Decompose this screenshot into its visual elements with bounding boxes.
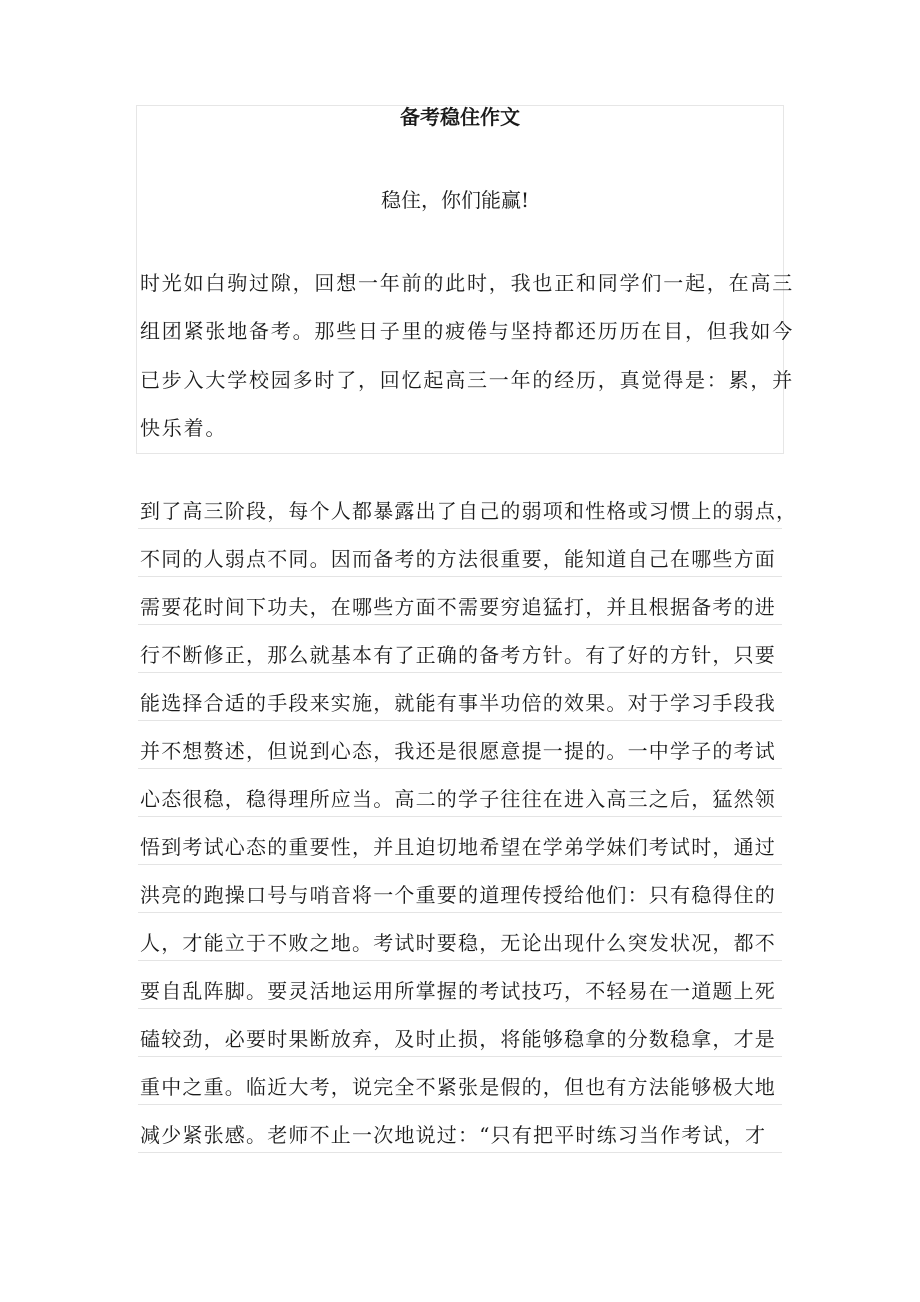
body-line: 不同的人弱点不同。因而备考的方法很重要，能知道自己在哪些方面 [140,547,776,571]
body-line: 行不断修正，那么就基本有了正确的备考方针。有了好的方针，只要 [140,643,776,667]
intro-line: 时光如白驹过隙，回想一年前的此时，我也正和同学们一起，在高三 [140,271,794,295]
body-line: 并不想赘述，但说到心态，我还是很愿意提一提的。一中学子的考试 [140,739,776,763]
body-line: 需要花时间下功夫，在哪些方面不需要穷追猛打，并且根据备考的进 [140,595,776,619]
body-line: 要自乱阵脚。要灵活地运用所掌握的考试技巧，不轻易在一道题上死 [140,979,776,1003]
body-line: 重中之重。临近大考，说完全不紧张是假的，但也有方法能够极大地 [140,1075,776,1099]
body-line: 人，才能立于不败之地。考试时要稳，无论出现什么突发状况，都不 [140,931,776,955]
body-line: 减少紧张感。老师不止一次地说过：“只有把平时练习当作考试，才 [140,1123,767,1147]
document-subtitle: 稳住，你们能赢! [380,188,530,212]
body-line: 心态很稳，稳得理所应当。高二的学子往往在进入高三之后，猛然领 [140,787,776,811]
intro-line: 组团紧张地备考。那些日子里的疲倦与坚持都还历历在目，但我如今 [140,319,794,343]
document-title: 备考稳住作文 [400,105,520,129]
intro-line: 快乐着。 [140,416,228,440]
intro-line: 已步入大学校园多时了，回忆起高三一年的经历，真觉得是：累，并 [140,368,794,392]
body-line: 悟到考试心态的重要性，并且迫切地希望在学弟学妹们考试时，通过 [140,835,776,859]
body-line: 洪亮的跑操口号与哨音将一个重要的道理传授给他们：只有稳得住的 [140,883,776,907]
body-line: 到了高三阶段，每个人都暴露出了自己的弱项和性格或习惯上的弱点， [140,499,798,523]
body-line: 能选择合适的手段来实施，就能有事半功倍的效果。对于学习手段我 [140,691,776,715]
body-line: 磕较劲，必要时果断放弃，及时止损，将能够稳拿的分数稳拿，才是 [140,1027,776,1051]
